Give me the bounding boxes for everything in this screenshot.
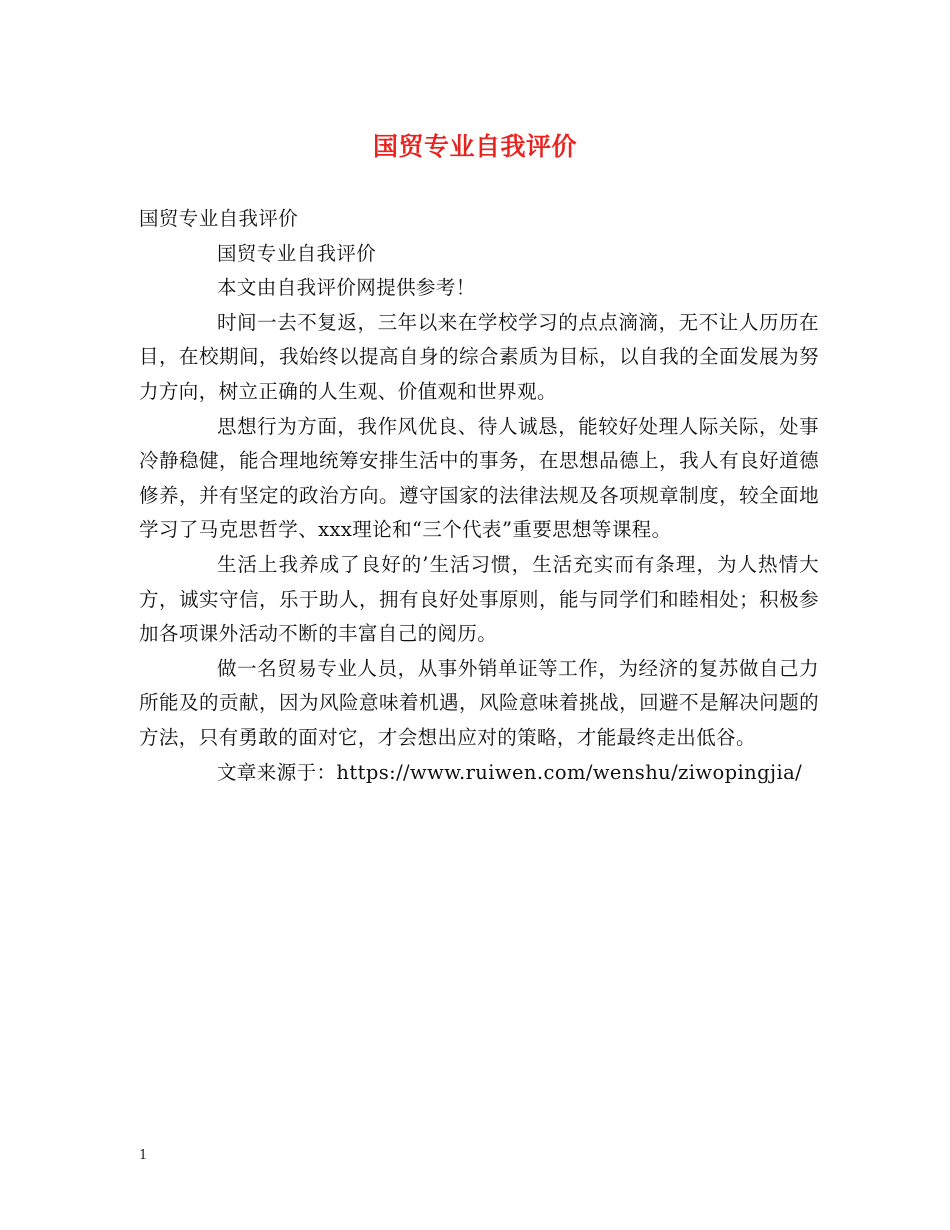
body-paragraph-thought: 思想行为方面，我作风优良、待人诚恳，能较好处理人际关际，处事冷静稳健，能合理地统筹安排生活中的事务，在思想品德上，我人有良好道德修养，并有坚定的政治方向。遵守国家的法律法规及各项规章制度，较全面地学习了马克思哲学、xxx理论和“三个代表”重要思想等课程。 — [139, 414, 819, 542]
heading-paragraph: 国贸专业自我评价 — [139, 207, 299, 230]
document-body — [139, 202, 819, 790]
document-title: 国贸专业自我评价 — [372, 132, 577, 161]
source-note-paragraph: 本文由自我评价网提供参考！ — [217, 276, 476, 300]
body-paragraph-time: 时间一去不复返，三年以来在学校学习的点点滴滴，无不让人历历在目，在校期间，我始终以提高自身的综合素质为目标，以自我的全面发展为努力方向，树立正确的人生观、价值观和世界观。 — [139, 310, 819, 403]
body-paragraph-life: 生活上我养成了良好的’生活习惯，生活充实而有条理，为人热情大方，诚实守信，乐于助人，拥有良好处事原则，能与同学们和睦相处；积极参加各项课外活动不断的丰富自己的阅历。 — [139, 552, 819, 646]
article-source-paragraph: 文章来源于：https://www.ruiwen.com/wenshu/ziwopingjia/ — [217, 760, 803, 784]
body-paragraph-career: 做一名贸易专业人员，从事外销单证等工作，为经济的复苏做自己力所能及的贡献，因为风险意味着机遇，风险意味着挑战，回避不是解决问题的方法，只有勇敢的面对它，才会想出应对的策略，才能最终走出低谷。 — [139, 656, 819, 749]
page-number: 1 — [139, 1148, 148, 1163]
subheading-paragraph: 国贸专业自我评价 — [217, 241, 377, 265]
